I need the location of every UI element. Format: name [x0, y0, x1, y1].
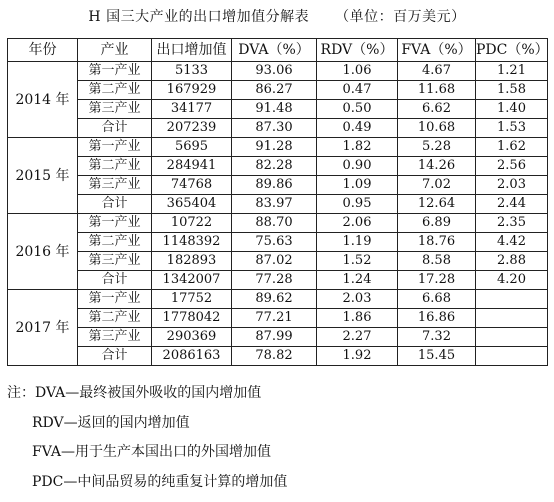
dva-cell: 77.21: [232, 309, 317, 328]
header-rdv: RDV（%）: [317, 39, 398, 62]
notes: [7, 384, 287, 502]
rdv-cell: 1.82: [317, 138, 398, 157]
year-cell: 2017 年: [8, 290, 78, 366]
year-cell: 2016 年: [8, 214, 78, 290]
table-row: [8, 290, 548, 309]
dva-cell: 91.28: [232, 138, 317, 157]
table-row: [8, 138, 548, 157]
note-rdv: RDV—返回的国内增加值: [7, 414, 287, 444]
export-value-cell: 182893: [152, 252, 232, 271]
export-value-cell: 365404: [152, 195, 232, 214]
dva-cell: 83.97: [232, 195, 317, 214]
fva-cell: 6.89: [398, 214, 476, 233]
industry-cell: 第三产业: [78, 328, 152, 347]
rdv-cell: 0.49: [317, 119, 398, 138]
export-value-cell: 1148392: [152, 233, 232, 252]
pdc-cell: 2.88: [476, 252, 548, 271]
industry-cell: 第一产业: [78, 214, 152, 233]
table-row: [8, 195, 548, 214]
rdv-cell: 1.52: [317, 252, 398, 271]
dva-cell: 89.86: [232, 176, 317, 195]
dva-cell: 88.70: [232, 214, 317, 233]
fva-cell: 12.64: [398, 195, 476, 214]
dva-cell: 86.27: [232, 81, 317, 100]
fva-cell: 6.62: [398, 100, 476, 119]
export-value-cell: 74768: [152, 176, 232, 195]
table-row: [8, 233, 548, 252]
rdv-cell: 1.19: [317, 233, 398, 252]
pdc-cell: 2.44: [476, 195, 548, 214]
fva-cell: 7.32: [398, 328, 476, 347]
export-value-added-table: [7, 38, 548, 366]
table-row: [8, 81, 548, 100]
fva-cell: 4.67: [398, 62, 476, 81]
fva-cell: 6.68: [398, 290, 476, 309]
industry-cell: 合计: [78, 347, 152, 366]
note-pdc: PDC—中间品贸易的纯重复计算的增加值: [7, 473, 287, 502]
pdc-cell: 2.35: [476, 214, 548, 233]
dva-cell: 77.28: [232, 271, 317, 290]
export-value-cell: 5133: [152, 62, 232, 81]
table-row: [8, 271, 548, 290]
note-fva: FVA—用于生产本国出口的外国增加值: [7, 443, 287, 473]
table-row: [8, 176, 548, 195]
rdv-cell: 0.90: [317, 157, 398, 176]
header-industry: 产业: [78, 39, 152, 62]
industry-cell: 第三产业: [78, 176, 152, 195]
rdv-cell: 2.27: [317, 328, 398, 347]
year-cell: 2015 年: [8, 138, 78, 214]
export-value-cell: 2086163: [152, 347, 232, 366]
dva-cell: 75.63: [232, 233, 317, 252]
rdv-cell: 1.24: [317, 271, 398, 290]
pdc-cell: 1.40: [476, 100, 548, 119]
industry-cell: 合计: [78, 271, 152, 290]
table-row: [8, 157, 548, 176]
header-dva: DVA（%）: [232, 39, 317, 62]
fva-cell: 8.58: [398, 252, 476, 271]
header-pdc: PDC（%）: [476, 39, 548, 62]
rdv-cell: 2.06: [317, 214, 398, 233]
pdc-cell: [476, 328, 548, 347]
fva-cell: 10.68: [398, 119, 476, 138]
pdc-cell: 2.56: [476, 157, 548, 176]
industry-cell: 第一产业: [78, 138, 152, 157]
pdc-cell: 1.53: [476, 119, 548, 138]
table-title: [0, 6, 554, 26]
header-fva: FVA（%）: [398, 39, 476, 62]
table-row: [8, 347, 548, 366]
header-export-value: 出口增加值: [152, 39, 232, 62]
rdv-cell: 0.47: [317, 81, 398, 100]
pdc-cell: 1.62: [476, 138, 548, 157]
pdc-cell: [476, 290, 548, 309]
title-text: H 国三大产业的出口增加值分解表: [88, 9, 309, 25]
export-value-cell: 167929: [152, 81, 232, 100]
table-row: [8, 252, 548, 271]
fva-cell: 5.28: [398, 138, 476, 157]
export-value-cell: 207239: [152, 119, 232, 138]
fva-cell: 18.76: [398, 233, 476, 252]
note-dva: 注：DVA—最终被国外吸收的国内增加值: [7, 384, 287, 414]
rdv-cell: 1.92: [317, 347, 398, 366]
pdc-cell: [476, 347, 548, 366]
export-value-cell: 5695: [152, 138, 232, 157]
export-value-cell: 1342007: [152, 271, 232, 290]
dva-cell: 91.48: [232, 100, 317, 119]
fva-cell: 16.86: [398, 309, 476, 328]
rdv-cell: 1.86: [317, 309, 398, 328]
industry-cell: 第二产业: [78, 309, 152, 328]
export-value-cell: 1778042: [152, 309, 232, 328]
industry-cell: 第二产业: [78, 157, 152, 176]
fva-cell: 17.28: [398, 271, 476, 290]
industry-cell: 第一产业: [78, 290, 152, 309]
table-row: [8, 214, 548, 233]
dva-cell: 82.28: [232, 157, 317, 176]
pdc-cell: [476, 309, 548, 328]
export-value-cell: 17752: [152, 290, 232, 309]
industry-cell: 第二产业: [78, 233, 152, 252]
year-cell: 2014 年: [8, 62, 78, 138]
rdv-cell: 1.09: [317, 176, 398, 195]
rdv-cell: 0.50: [317, 100, 398, 119]
table-row: [8, 328, 548, 347]
industry-cell: 合计: [78, 119, 152, 138]
export-value-cell: 290369: [152, 328, 232, 347]
dva-cell: 87.30: [232, 119, 317, 138]
industry-cell: 合计: [78, 195, 152, 214]
table-row: [8, 62, 548, 81]
table-row: [8, 309, 548, 328]
industry-cell: 第一产业: [78, 62, 152, 81]
dva-cell: 87.02: [232, 252, 317, 271]
pdc-cell: 1.21: [476, 62, 548, 81]
dva-cell: 93.06: [232, 62, 317, 81]
export-value-cell: 284941: [152, 157, 232, 176]
export-value-cell: 10722: [152, 214, 232, 233]
pdc-cell: 1.58: [476, 81, 548, 100]
rdv-cell: 1.06: [317, 62, 398, 81]
fva-cell: 11.68: [398, 81, 476, 100]
pdc-cell: 4.20: [476, 271, 548, 290]
dva-cell: 78.82: [232, 347, 317, 366]
header-year: 年份: [8, 39, 78, 62]
rdv-cell: 0.95: [317, 195, 398, 214]
header-row: [8, 39, 548, 62]
table-row: [8, 119, 548, 138]
dva-cell: 87.99: [232, 328, 317, 347]
rdv-cell: 2.03: [317, 290, 398, 309]
industry-cell: 第二产业: [78, 81, 152, 100]
fva-cell: 15.45: [398, 347, 476, 366]
fva-cell: 14.26: [398, 157, 476, 176]
unit-text: （单位：百万美元）: [335, 9, 466, 25]
dva-cell: 89.62: [232, 290, 317, 309]
fva-cell: 7.02: [398, 176, 476, 195]
export-value-cell: 34177: [152, 100, 232, 119]
pdc-cell: 2.03: [476, 176, 548, 195]
table-row: [8, 100, 548, 119]
pdc-cell: 4.42: [476, 233, 548, 252]
industry-cell: 第三产业: [78, 252, 152, 271]
industry-cell: 第三产业: [78, 100, 152, 119]
